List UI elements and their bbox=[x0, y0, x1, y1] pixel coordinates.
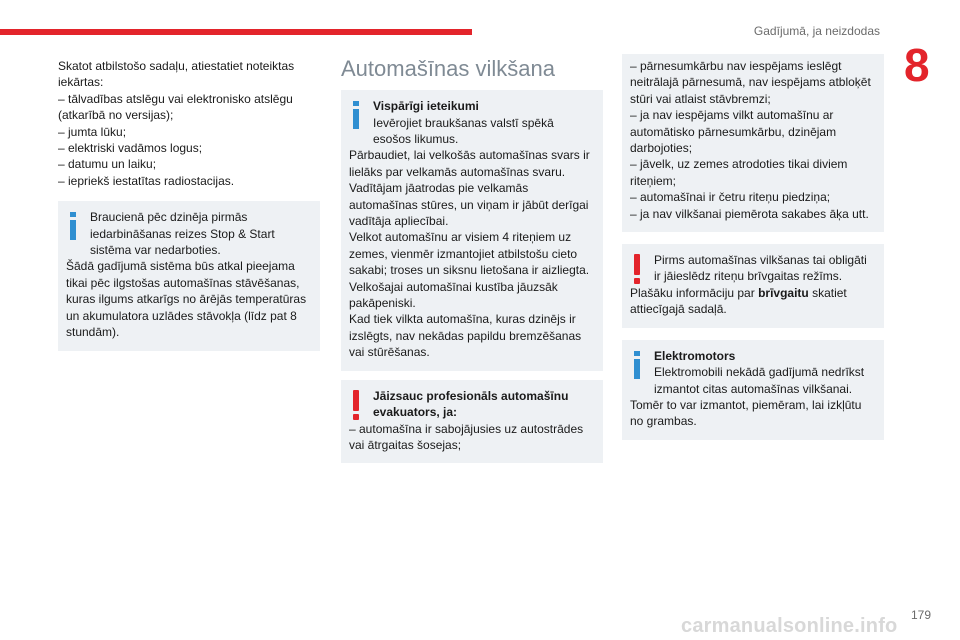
box-body-text: Šādā gadījumā sistēma būs atkal pieejama tikai pēc ilgstošas automašīnas stāvēšanas, kuras ilgums atkarīgs no ārējās temperatūras un akumulatora uzlādes stāvokļa (līdz pat 8 stundām). bbox=[66, 259, 307, 340]
list-item: – pārnesumkārbu nav iespējams ieslēgt neitrālajā pārnesumā, nav iespējams atbloķēt stūri vai atlaist stāvbremzi; bbox=[630, 59, 871, 106]
box-title: Vispārīgi ieteikumi bbox=[373, 99, 479, 114]
box-head-text: Pirms automašīnas vilkšanas tai obligāti ir jāieslēdz riteņu brīvgaitas režīms. bbox=[654, 253, 867, 284]
body-prefix: Plašāku informāciju par bbox=[630, 285, 759, 300]
column-2 bbox=[341, 58, 603, 463]
list-item: – tālvadības atslēgu vai elektronisko atslēgu (atkarībā no versijas); bbox=[58, 91, 293, 123]
list-item: – ja nav vilkšanai piemērota sakabes āķa utt. bbox=[630, 206, 869, 221]
box-title: Jāizsauc profesionāls automašīnu evakuators, ja: bbox=[373, 388, 569, 420]
column-3 bbox=[622, 58, 884, 440]
freewheel-term: brīvgaitu bbox=[758, 285, 809, 300]
electric-motor-info-box bbox=[622, 340, 884, 440]
box-header bbox=[349, 388, 595, 421]
stop-start-info-box bbox=[58, 201, 320, 350]
info-icon bbox=[630, 348, 648, 379]
warning-icon bbox=[349, 388, 367, 420]
list-item: – elektriski vadāmos logus; bbox=[58, 141, 203, 156]
box-body-text bbox=[349, 147, 595, 360]
intro-text: Skatot atbilstošo sadaļu, atiestatiet noteiktas iekārtas: bbox=[58, 59, 295, 90]
reset-list bbox=[58, 91, 320, 189]
box-header bbox=[630, 252, 876, 285]
watermark: carmanualsonline.info bbox=[681, 615, 898, 637]
warning-icon bbox=[630, 252, 648, 284]
paragraph: Vadītājam jāatrodas pie velkamās automašīnas stūres, un viņam ir jābūt derīgai vadītāja apliecībai. bbox=[349, 181, 589, 229]
freewheel-warning-box bbox=[622, 244, 884, 328]
list-item: – iepriekš iestatītas radiostacijas. bbox=[58, 173, 235, 188]
general-advice-box bbox=[341, 90, 603, 371]
professional-towing-warning-box bbox=[341, 380, 603, 464]
body-suffix: skatiet attiecīgajā sadaļā. bbox=[630, 285, 847, 317]
paragraph: Velkošajai automašīnai kustība jāuzsāk pakāpeniski. bbox=[349, 279, 558, 311]
info-icon bbox=[349, 98, 367, 129]
box-head-text: Braucienā pēc dzinēja pirmās iedarbināšanas reizes Stop & Start sistēma var nedarboties. bbox=[90, 210, 275, 258]
box-title: Elektromotors bbox=[654, 348, 736, 363]
paragraph: Pārbaudiet, lai velkošās automašīnas svars ir lielāks par velkamās automašīnas svaru. bbox=[349, 148, 590, 179]
box-body-text bbox=[349, 421, 595, 454]
list-item: – automašīnai ir četru riteņu piedziņa; bbox=[630, 190, 831, 205]
box-head-text: Ievērojiet braukšanas valstī spēkā esošos likumus. bbox=[373, 115, 554, 146]
box-header bbox=[66, 209, 312, 258]
section-title: Automašīnas vilkšana bbox=[341, 56, 555, 81]
list-item: – automašīna ir sabojājusies uz autostrādes vai ātrgaitas šosejas; bbox=[349, 421, 584, 452]
paragraph: Kad tiek vilkta automašīna, kuras dzinējs ir izslēgts, nav nekādas papildu bremzēšanas vai stūrēšanas. bbox=[349, 312, 582, 360]
list-item: – ja nav iespējams vilkt automašīnu ar automātisko pārnesumkārbu, dzinējam darbojoties; bbox=[630, 108, 837, 156]
box-head-text: Elektromobili nekādā gadījumā nedrīkst izmantot citas automašīnas vilkšanai. bbox=[654, 365, 865, 396]
info-icon bbox=[66, 209, 84, 240]
list-item: – datumu un laiku; bbox=[58, 157, 157, 172]
page-number: 179 bbox=[910, 608, 931, 622]
list-item: – jāvelk, uz zemes atrodoties tikai diviem riteņiem; bbox=[630, 157, 848, 188]
chapter-header-title: Gadījumā, ja neizdodas bbox=[753, 24, 880, 38]
box-body-text bbox=[630, 285, 876, 318]
box-header bbox=[630, 348, 876, 397]
header-accent-bar bbox=[0, 29, 472, 35]
column-1 bbox=[58, 58, 320, 351]
box-header bbox=[349, 98, 595, 147]
list-item: – jumta lūku; bbox=[58, 124, 127, 139]
paragraph: Velkot automašīnu ar visiem 4 riteņiem uz zemes, vienmēr izmantojiet atbilstošu cieto sakabi; troses un siksnu lietošana ir aizliegta. bbox=[349, 230, 590, 278]
chapter-number: 8 bbox=[904, 39, 930, 91]
box-body-text: Tomēr to var izmantot, piemēram, lai izkļūtu no grambas. bbox=[630, 397, 862, 429]
towing-conditions-continued-box bbox=[622, 54, 884, 232]
